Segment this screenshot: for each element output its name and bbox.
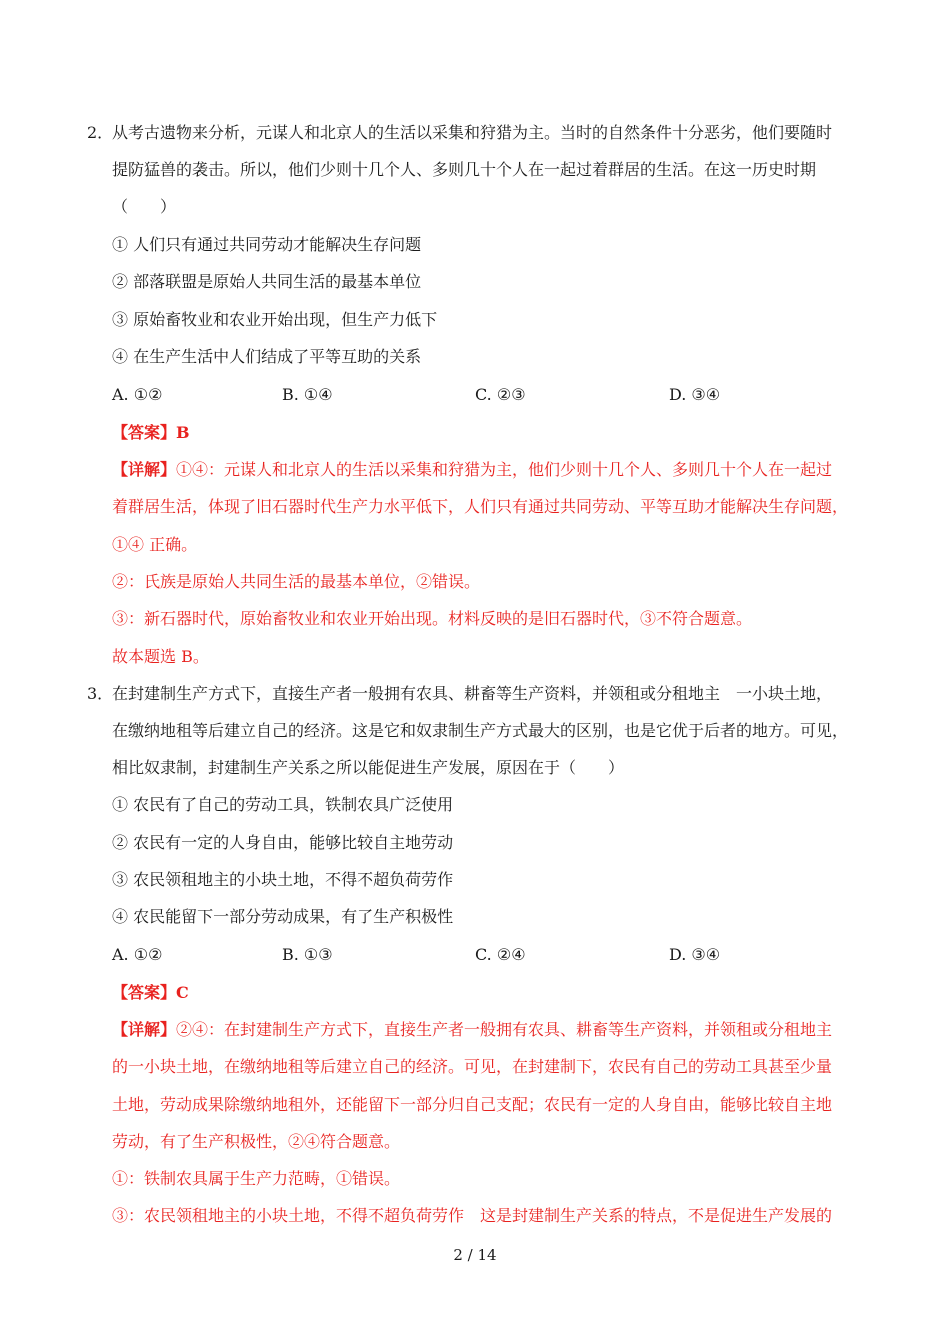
page-number: 2 / 14 — [453, 1246, 497, 1264]
question-2-detail-line-1: 【详解】①④：元谋人和北京人的生活以采集和狩猎为主，他们少则十几个人、多则几十个人在一起过 — [112, 460, 833, 479]
question-2-detail-line-2: 着群居生活，体现了旧石器时代生产力水平低下，人们只有通过共同劳动、平等互助才能解决生存问题， — [112, 497, 849, 516]
question-2-detail-line-4: ②：氏族是原始人共同生活的最基本单位，②错误。 — [112, 572, 481, 591]
question-3-item-4: ④ 农民能留下一部分劳动成果，有了生产积极性 — [112, 907, 454, 926]
question-2-item-4: ④ 在生产生活中人们结成了平等互助的关系 — [112, 347, 422, 366]
question-3-detail-line-5: ①：铁制农具属于生产力范畴，①错误。 — [112, 1169, 401, 1188]
question-2-choice-d: D. ③④ — [669, 385, 721, 404]
question-3-item-2: ② 农民有一定的人身自由，能够比较自主地劳动 — [112, 833, 454, 852]
question-3-stem-line-2: 在缴纳地租等后建立自己的经济。这是它和奴隶制生产方式最大的区别，也是它优于后者的地方。可见， — [112, 721, 849, 740]
question-2-detail-line-6: 故本题选 B。 — [112, 647, 209, 666]
question-2-item-3: ③ 原始畜牧业和农业开始出现，但生产力低下 — [112, 310, 438, 329]
question-2-choice-b: B. ①④ — [282, 385, 333, 404]
question-3-detail-line-2: 的一小块土地，在缴纳地租等后建立自己的经济。可见，在封建制下，农民有自己的劳动工具甚至少量 — [112, 1057, 833, 1076]
question-2-item-2: ② 部落联盟是原始人共同生活的最基本单位 — [112, 272, 422, 291]
question-3-choice-d: D. ③④ — [669, 945, 721, 964]
question-2-stem-line-1: 2．从考古遗物来分析，元谋人和北京人的生活以采集和狩猎为主。当时的自然条件十分恶劣，他们要随时 — [87, 123, 833, 142]
question-3-detail-line-4: 劳动，有了生产积极性，②④符合题意。 — [112, 1132, 401, 1151]
question-3-number: 3． — [87, 684, 114, 703]
question-3-detail-line-3: 土地，劳动成果除缴纳地租外，还能留下一部分归自己支配；农民有一定的人身自由，能够比较自主地 — [112, 1095, 833, 1114]
question-3-stem-line-3: 相比奴隶制，封建制生产关系之所以能促进生产发展，原因在于（ ） — [112, 758, 625, 777]
question-2-item-1: ① 人们只有通过共同劳动才能解决生存问题 — [112, 235, 422, 254]
question-2-stem-line-2: 提防猛兽的袭击。所以，他们少则十几个人、多则几十个人在一起过着群居的生活。在这一历史时期 — [112, 160, 817, 179]
question-3-detail-line-6: ③：农民领租地主的小块土地，不得不超负荷劳作 这是封建制生产关系的特点，不是促进生产发展的 — [112, 1206, 833, 1225]
question-2-choice-a: A. ①② — [112, 385, 163, 404]
question-3-stem-line-1: 3．在封建制生产方式下，直接生产者一般拥有农具、耕畜等生产资料，并领租或分租地主 一小块土地， — [87, 684, 833, 703]
question-3-item-3: ③ 农民领租地主的小块土地，不得不超负荷劳作 — [112, 870, 454, 889]
question-3-choice-c: C. ②④ — [475, 945, 526, 964]
question-3-detail-line-1: 【详解】②④：在封建制生产方式下，直接生产者一般拥有农具、耕畜等生产资料，并领租或分租地主 — [112, 1020, 833, 1039]
question-3-answer: 【答案】C — [112, 983, 189, 1002]
question-2-number: 2． — [87, 123, 114, 142]
question-2-stem-line-3: （ ） — [112, 197, 177, 216]
question-2-answer: 【答案】B — [112, 423, 190, 442]
question-3-choice-b: B. ①③ — [282, 945, 333, 964]
question-2-choice-c: C. ②③ — [475, 385, 526, 404]
question-3-choice-a: A. ①② — [112, 945, 163, 964]
question-2-detail-line-5: ③：新石器时代，原始畜牧业和农业开始出现。材料反映的是旧石器时代，③不符合题意。 — [112, 609, 753, 628]
question-3-item-1: ① 农民有了自己的劳动工具，铁制农具广泛使用 — [112, 795, 454, 814]
question-2-detail-line-3: ①④ 正确。 — [112, 535, 198, 554]
